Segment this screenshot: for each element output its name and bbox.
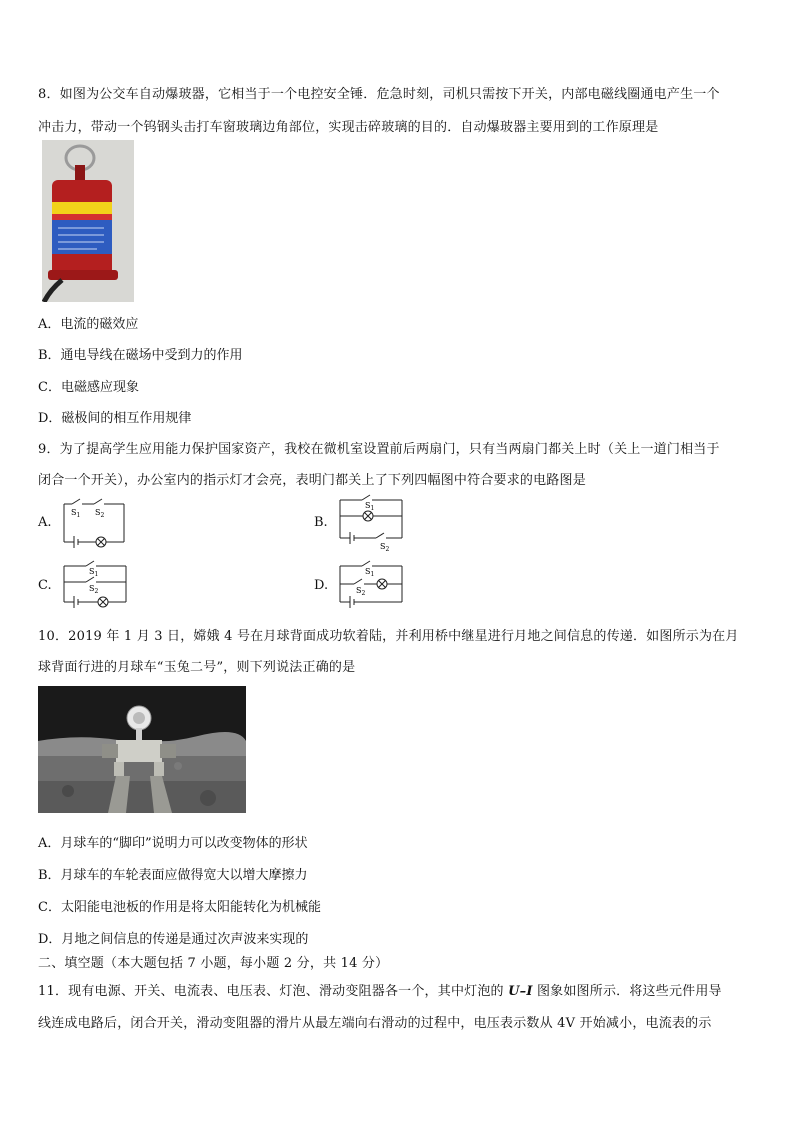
circuit-d-diagram [336,560,406,612]
q10-option-b: B．月球车的车轮表面应做得宽大以增大摩擦力 [38,868,308,883]
q8-line2: 冲击力，带动一个钨钢头击打车窗玻璃边角部位，实现击碎玻璃的目的．自动爆玻器主要用到的工作原理是 [38,120,659,135]
q10-line1: 10．2019 年 1 月 3 日，嫦娥 4 号在月球背面成功软着陆，并利用桥中继星进行月地之间信息的传递．如图所示为在月 [38,629,739,644]
q11-line1 [38,980,722,999]
circuit-c-diagram [60,560,130,612]
q8-option-b: B．通电导线在磁场中受到力的作用 [38,348,243,363]
lunar-rover-photo [38,686,246,813]
circuit-d-label: D. [314,578,329,593]
q9-line2: 闭合一个开关），办公室内的指示灯才会亮，表明门都关上了下列四幅图中符合要求的电路图是 [38,473,586,488]
circuit-b-s1-label: $S_1$ [365,501,375,512]
circuit-c-s2-label: $S_2$ [89,584,99,595]
circuit-b-s2-label: $S_2$ [380,542,390,552]
circuit-c-label: C. [38,578,52,593]
q10-line2: 球背面行进的月球车“玉兔二号”，则下列说法正确的是 [38,660,356,675]
q11-line2: 线连成电路后，闭合开关，滑动变阻器的滑片从最左端向右滑动的过程中，电压表示数从 4V 开始减小，电流表的示 [38,1016,712,1031]
glass-breaker-photo [42,140,134,302]
q11-ui-symbol: U–I [508,984,533,999]
q8-option-d: D．磁极间的相互作用规律 [38,411,192,426]
circuit-a-s1-label: $S_1$ [71,508,81,519]
q10-option-c: C．太阳能电池板的作用是将太阳能转化为机械能 [38,900,321,915]
circuit-a-label: A. [38,515,52,530]
circuit-d-s2-label: $S_2$ [356,586,366,597]
q10-option-a: A．月球车的“脚印”说明力可以改变物体的形状 [38,836,308,851]
q9-line1: 9．为了提高学生应用能力保护国家资产，我校在微机室设置前后两扇门，只有当两扇门都关上时（关上一道门相当于 [38,442,720,457]
q11-line1-a: 11．现有电源、开关、电流表、电压表、灯泡、滑动变阻器各一个，其中灯泡的 [38,984,509,999]
q8-line1: 8．如图为公交车自动爆玻器，它相当于一个电控安全锤．危急时刻，司机只需按下开关，内部电磁线圈通电产生一个 [38,87,720,102]
q8-option-a: A．电流的磁效应 [38,317,139,332]
q11-line1-b: 图象如图所示．将这些元件用导 [532,984,722,999]
circuit-b-label: B. [314,515,328,530]
circuit-b-diagram [336,494,406,552]
q8-option-c: C．电磁感应现象 [38,380,139,395]
circuit-a-s2-label: $S_2$ [95,508,105,519]
circuit-a-diagram [60,496,128,552]
circuit-d-s1-label: $S_1$ [365,567,375,578]
section2-heading: 二、填空题（本大题包括 7 小题，每小题 2 分，共 14 分） [38,956,389,971]
q10-option-d: D．月地之间信息的传递是通过次声波来实现的 [38,932,309,947]
circuit-c-s1-label: $S_1$ [89,567,99,578]
